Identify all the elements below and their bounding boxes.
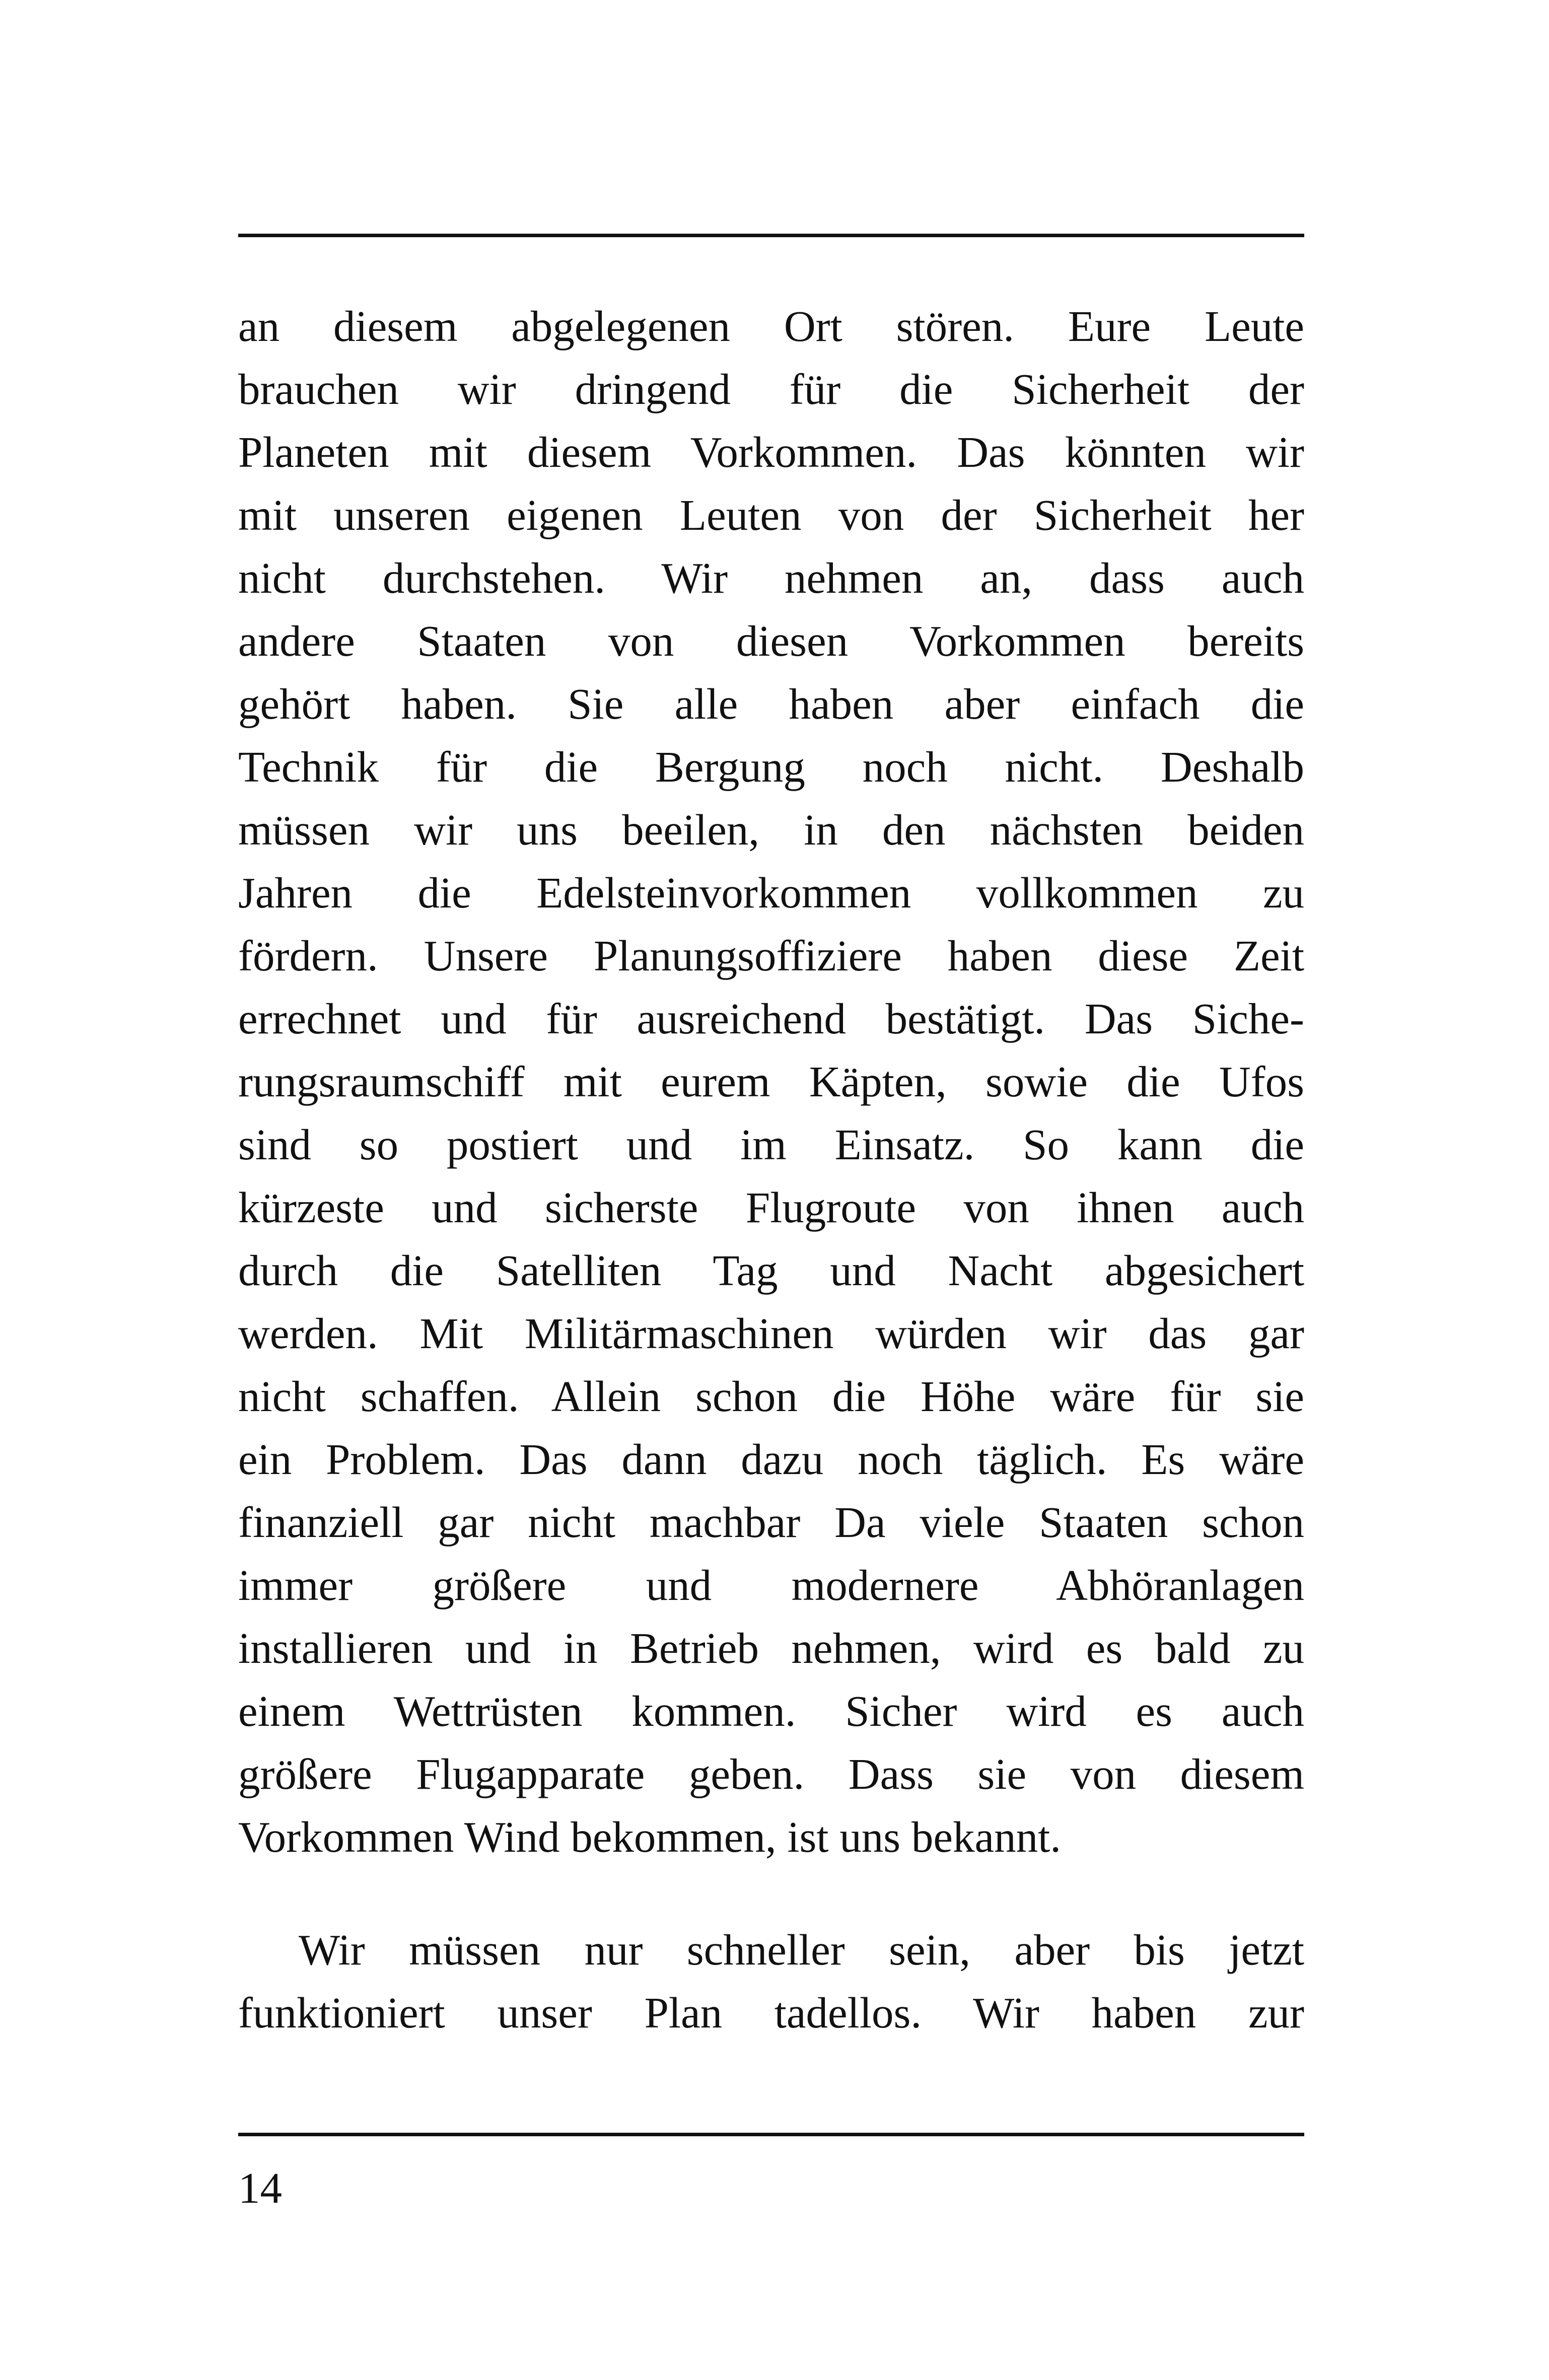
text-line: Planeten mit diesem Vorkommen. Das könnten wir: [238, 428, 1304, 476]
text-line: rungsraumschiff mit eurem Käpten, sowie die Ufos: [238, 1057, 1304, 1106]
text-line: funktioniert unser Plan tadellos. Wir haben zur: [238, 1988, 1304, 2037]
text-line: Technik für die Bergung noch nicht. Deshalb: [238, 742, 1304, 791]
text-line: einem Wettrüsten kommen. Sicher wird es auch: [238, 1687, 1304, 1735]
text-line: nicht schaffen. Allein schon die Höhe wäre für sie: [238, 1372, 1304, 1421]
text-line: werden. Mit Militärmaschinen würden wir das gar: [238, 1309, 1304, 1358]
footer-rule: [238, 2133, 1304, 2136]
text-line: nicht durchstehen. Wir nehmen an, dass auch: [238, 553, 1304, 602]
text-line: Vorkommen Wind bekommen, ist uns bekannt.: [238, 1812, 1062, 1861]
text-line: kürzeste und sicherste Flugroute von ihnen auch: [238, 1183, 1304, 1232]
text-line: installieren und in Betrieb nehmen, wird es bald zu: [238, 1624, 1304, 1672]
text-line: gehört haben. Sie alle haben aber einfach die: [238, 679, 1304, 728]
text-line: finanziell gar nicht machbar Da viele Staaten schon: [238, 1498, 1304, 1547]
page-number: 14: [238, 2163, 282, 2212]
text-line: sind so postiert und im Einsatz. So kann die: [238, 1120, 1304, 1169]
text-line: müssen wir uns beeilen, in den nächsten beiden: [238, 805, 1304, 854]
text-line: an diesem abgelegenen Ort stören. Eure Leute: [238, 302, 1304, 351]
body-text: [238, 295, 1304, 2044]
text-line: Jahren die Edelsteinvorkommen vollkommen zu: [238, 868, 1304, 917]
text-line: errechnet und für ausreichend bestätigt. Das Siche-: [238, 994, 1304, 1043]
text-line: andere Staaten von diesen Vorkommen bereits: [238, 616, 1304, 665]
text-line: ein Problem. Das dann dazu noch täglich. Es wäre: [238, 1435, 1304, 1484]
text-line: mit unseren eigenen Leuten von der Sicherheit her: [238, 491, 1304, 539]
text-line: immer größere und modernere Abhöranlagen: [238, 1561, 1304, 1609]
paragraph-2: [238, 1918, 1304, 2044]
text-line: brauchen wir dringend für die Sicherheit der: [238, 365, 1304, 413]
text-line: Wir müssen nur schneller sein, aber bis jetzt: [299, 1925, 1304, 1974]
paragraph-1: [238, 295, 1304, 1868]
header-rule: [238, 234, 1304, 237]
text-line: größere Flugapparate geben. Dass sie von diesem: [238, 1749, 1304, 1798]
text-line: fördern. Unsere Planungsoffiziere haben diese Zeit: [238, 931, 1304, 980]
paragraph-spacer: [238, 1868, 1304, 1918]
text-line: durch die Satelliten Tag und Nacht abgesichert: [238, 1246, 1304, 1295]
